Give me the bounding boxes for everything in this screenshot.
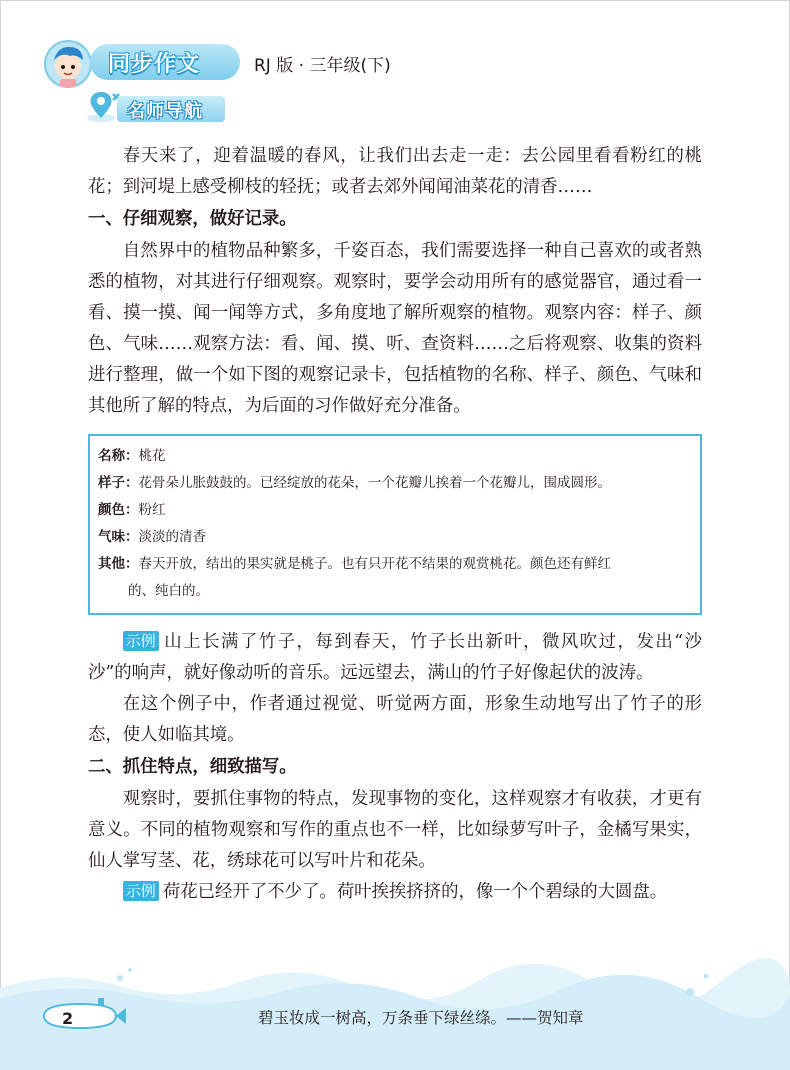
submarine-icon	[40, 996, 130, 1036]
card-key: 颜色：	[98, 502, 139, 518]
card-row-smell	[98, 524, 692, 551]
card-row-color	[98, 497, 692, 524]
observation-card	[88, 434, 702, 615]
page-header	[40, 36, 760, 88]
example-tag: 示例	[123, 631, 159, 651]
card-key: 气味：	[98, 529, 139, 545]
example-bamboo-text: 山上长满了竹子，每到春天，竹子长出新叶，微风吹过，发出“沙沙”的响声，就好像动听的音乐。远远望去，满山的竹子好像起伏的波涛。	[88, 632, 702, 683]
heading-features: 二、抓住特点，细致描写。	[88, 757, 297, 777]
heading-observe: 一、仔细观察，做好记录。	[88, 209, 297, 229]
card-key: 样子：	[98, 475, 139, 491]
card-key: 名称：	[98, 448, 139, 464]
card-row-other-cont: 的、纯白的。	[128, 583, 209, 599]
example-lotus-text: 荷花已经开了不少了。荷叶挨挨挤挤的，像一个个碧绿的大圆盘。	[162, 882, 668, 902]
card-row-other	[98, 551, 692, 578]
brand-title: 同步作文	[108, 52, 201, 77]
edition-label: RJ 版 · 三年级(下)	[254, 56, 391, 76]
card-value: 桃花	[138, 448, 166, 464]
intro-paragraph: 春天来了，迎着温暖的春风，让我们出去走一走：去公园里看看粉红的桃花；到河堤上感受柳枝的轻抚；或者去郊外闻闻油菜花的清香……	[88, 146, 702, 197]
card-row-name	[98, 443, 692, 470]
card-value: 粉红	[138, 502, 166, 518]
section-banner	[85, 88, 245, 124]
example-lotus	[88, 877, 702, 908]
analysis-paragraph: 在这个例子中，作者通过视觉、听觉两方面，形象生动地写出了竹子的形态，使人如临其境。	[88, 694, 702, 745]
features-paragraph: 观察时，要抓住事物的特点，发现事物的变化，这样观察才有收获，才更有意义。不同的植物观察和写作的重点也不一样，比如绿萝写叶子，金橘写果实，仙人掌写茎、花，绣球花可以写叶片和花朵。	[88, 789, 702, 871]
footer-quote: 碧玉妆成一树高，万条垂下绿丝绦。——贺知章	[258, 1009, 584, 1027]
example-bamboo	[88, 627, 702, 689]
card-value: 淡淡的清香	[138, 529, 206, 545]
example-tag: 示例	[123, 881, 159, 901]
card-row-shape	[98, 470, 692, 497]
card-value: 花骨朵儿胀鼓鼓的。已经绽放的花朵，一个花瓣儿挨着一个花瓣儿，围成圆形。	[138, 475, 611, 491]
card-key: 其他：	[98, 556, 139, 572]
observe-paragraph: 自然界中的植物品种繁多，千姿百态，我们需要选择一种自己喜欢的或者熟悉的植物，对其进行仔细观察。观察时，要学会动用所有的感觉器官，通过看一看、摸一摸、闻一闻等方式，多角度地了解所观察的植物。观察内容：样子、颜色、气味……观察方法：看、闻、摸、听、查资料……之后将观察、收集的资料进行整理，做一个如下图的观察记录卡，包括植物的名称、样子、颜色、气味和其他所了解的特点，为后面的习作做好充分准备。	[88, 241, 702, 416]
page-content	[88, 141, 702, 908]
page-number: 2	[62, 1009, 74, 1028]
section-title: 名师导航	[127, 101, 203, 122]
card-value: 春天开放，结出的果实就是桃子。也有只开花不结果的观赏桃花。颜色还有鲜红	[138, 556, 611, 572]
